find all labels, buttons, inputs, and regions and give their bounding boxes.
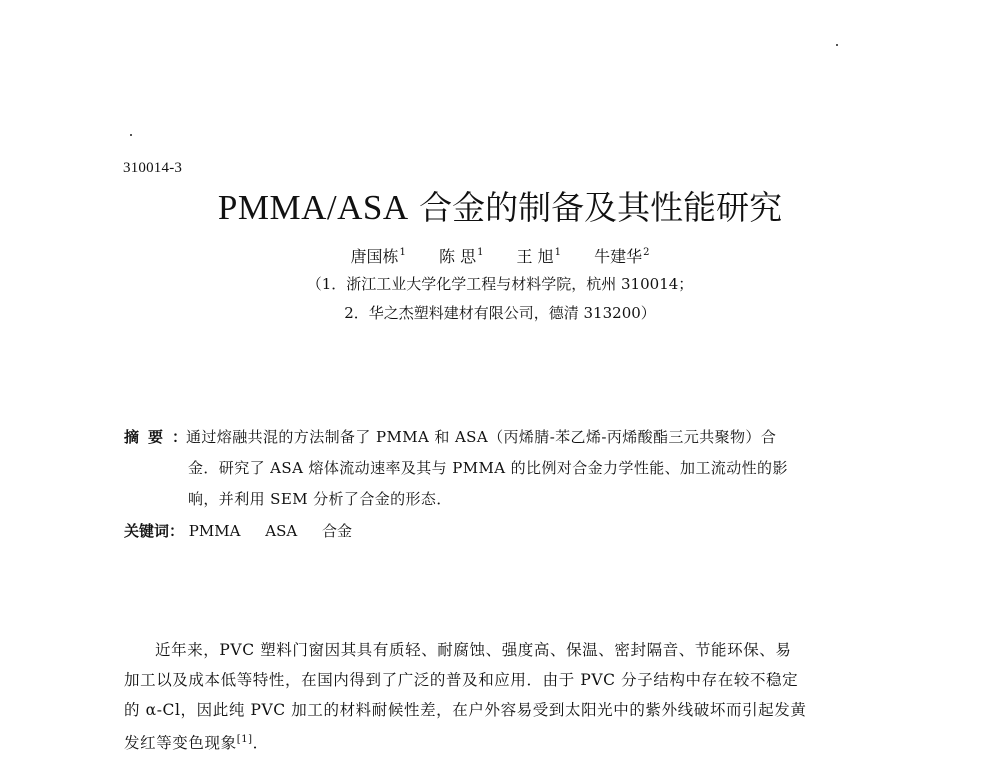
scan-speck [836, 44, 838, 46]
body-line: 的 α-Cl，因此纯 PVC 加工的材料耐候性差，在户外容易受到太阳光中的紫外线破坏而引起发黄 [124, 701, 807, 719]
body-line: 加工以及成本低等特性，在国内得到了广泛的普及和应用．由于 PVC 分子结构中存在较不稳定 [124, 671, 799, 689]
keyword: 合金 [321, 522, 352, 540]
affiliation: 2．华之杰塑料建材有限公司，德清 313200） [344, 304, 656, 322]
abstract-label: 摘要： [124, 428, 197, 446]
body-line-last [124, 728, 864, 758]
author-name: 王 旭 [516, 247, 554, 266]
body-line-end: ． [252, 734, 269, 752]
author [351, 242, 406, 268]
title-latin: PMMA/ASA [217, 188, 409, 227]
keywords [124, 520, 372, 542]
body-line-text: 发红等变色现象 [124, 734, 237, 752]
abstract-line: 通过熔融共混的方法制备了 PMMA 和 ASA（丙烯腈-苯乙烯-丙烯酸酯三元共聚物）合 [186, 428, 777, 446]
citation-ref: [1] [236, 734, 253, 745]
author-affil-mark: 1 [554, 247, 562, 258]
affiliation: （1．浙江工业大学化学工程与材料学院，杭州 310014； [306, 275, 694, 293]
abstract-row [124, 456, 864, 487]
abstract [124, 425, 864, 518]
keyword: ASA [265, 522, 298, 540]
abstract-line: 金．研究了 ASA 熔体流动速率及其与 PMMA 的比例对合金力学性能、加工流动性的影 [188, 459, 788, 477]
author [439, 242, 483, 268]
scan-speck [130, 134, 132, 136]
abstract-line: 响，并利用 SEM 分析了合金的形态． [188, 490, 452, 508]
paper-code: 310014-3 [123, 160, 183, 176]
keyword: PMMA [188, 522, 241, 540]
abstract-row [124, 487, 864, 518]
author [594, 242, 649, 268]
author [517, 242, 561, 268]
author-name: 牛建华 [594, 247, 643, 266]
author-affil-mark: 2 [643, 247, 650, 258]
body-paragraph [124, 638, 864, 758]
author-affil-mark: 1 [477, 247, 484, 258]
author-affil-mark: 1 [399, 247, 406, 258]
body-line: 近年来，PVC 塑料门窗因其具有质轻、耐腐蚀、强度高、保温、密封隔音、节能环保、易 [155, 641, 792, 659]
author-name: 陈 思 [438, 247, 477, 266]
paper-title [0, 186, 1000, 230]
abstract-row [124, 425, 864, 456]
keywords-label: 关键词： [124, 522, 185, 540]
author-list [0, 242, 1000, 268]
author-name: 唐国栋 [350, 247, 399, 266]
title-chinese: 合金的制备及其性能研究 [419, 188, 783, 227]
